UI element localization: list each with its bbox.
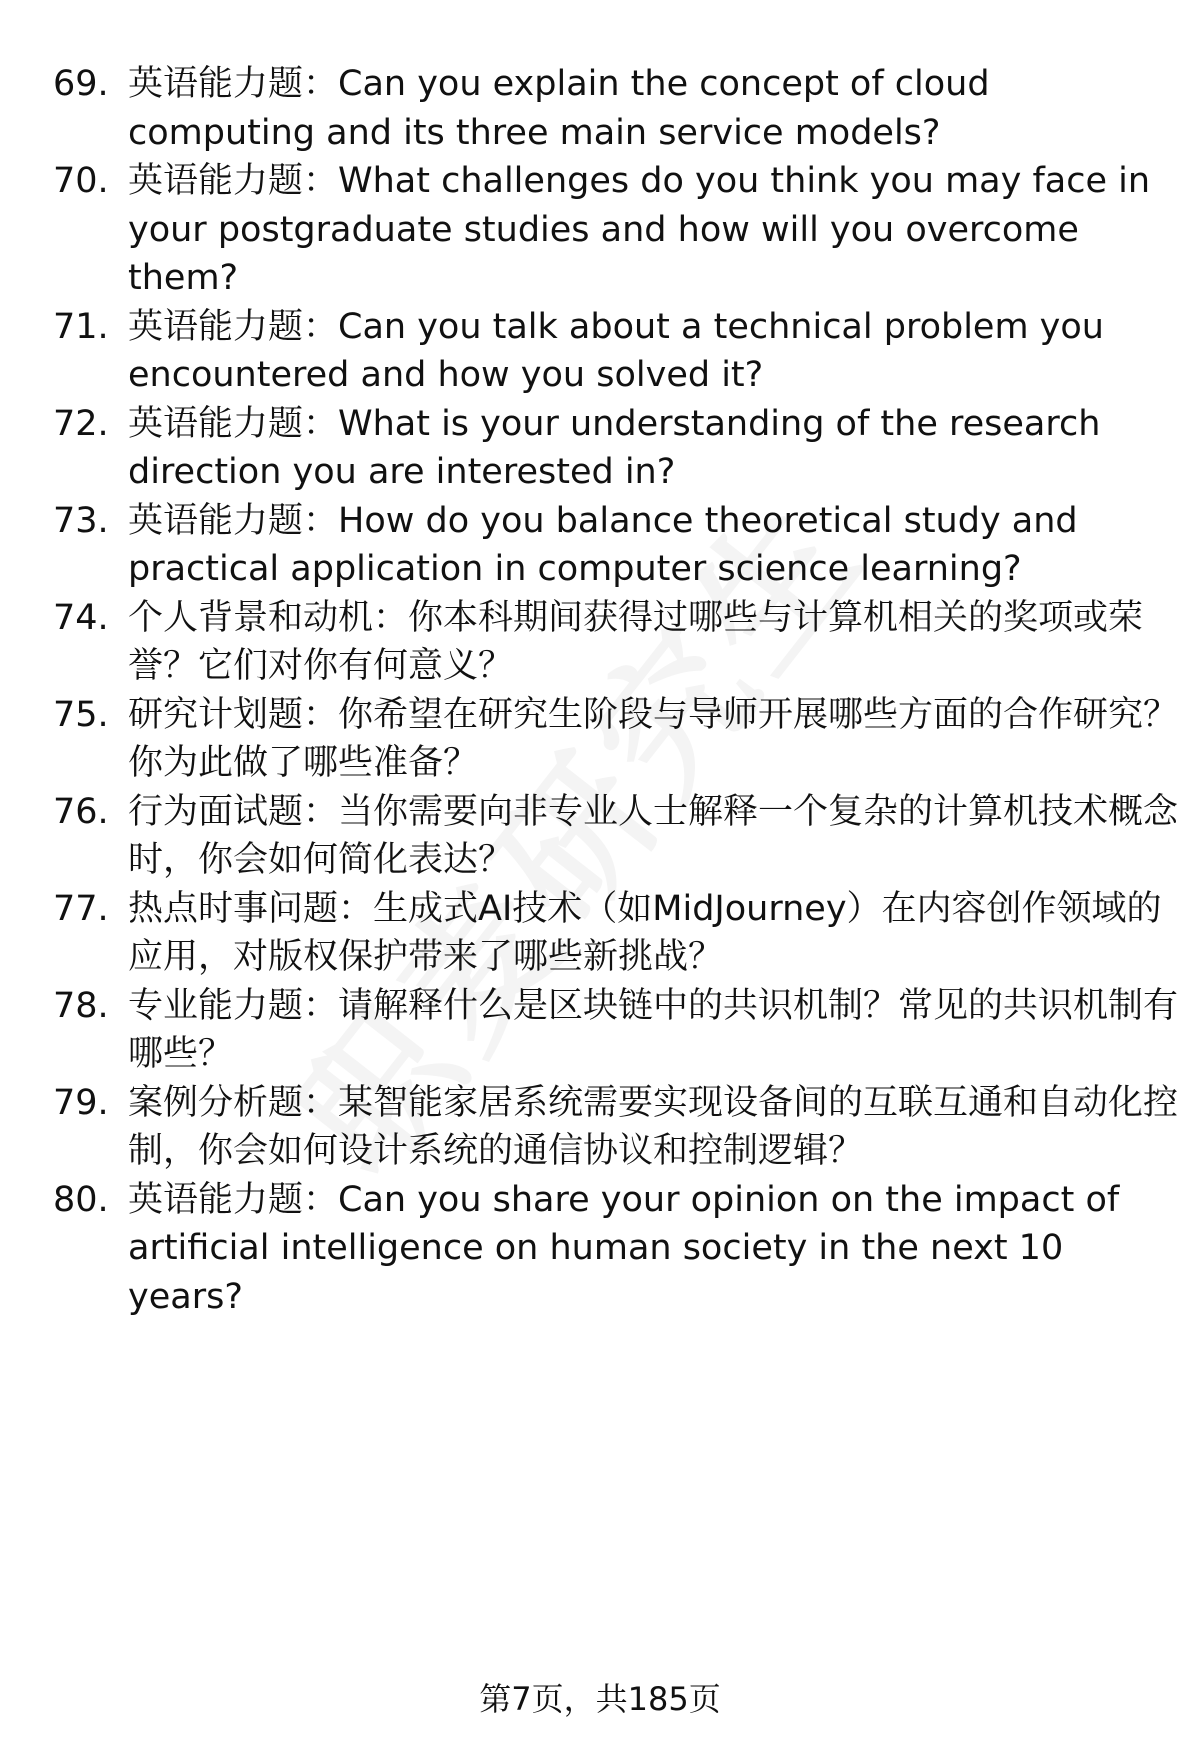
question-text: 英语能力题：Can you explain the concept of cloud computing and its three main service models? [128, 64, 990, 153]
question-number: 79. [53, 1082, 109, 1123]
question-text: 行为面试题：当你需要向非专业人士解释一个复杂的计算机技术概念时，你会如何简化表达？ [128, 791, 1179, 880]
question-text: 英语能力题：What challenges do you think you may face in your postgraduate studies and how will you overcome them? [128, 161, 1151, 298]
question-number: 75. [53, 694, 109, 735]
question-number: 72. [53, 403, 109, 444]
question-text: 热点时事问题：生成式AI技术（如MidJourney）在内容创作领域的应用，对版权保护带来了哪些新挑战？ [128, 888, 1162, 977]
question-item-71 [0, 303, 1200, 400]
question-text: 案例分析题：某智能家居系统需要实现设备间的互联互通和自动化控制，你会如何设计系统的通信协议和控制逻辑？ [128, 1082, 1179, 1171]
question-number: 74. [53, 597, 109, 638]
question-item-73 [0, 497, 1200, 594]
question-number: 71. [53, 306, 109, 347]
question-item-74 [0, 594, 1200, 691]
question-number: 73. [53, 500, 109, 541]
question-number: 70. [53, 161, 109, 201]
question-number: 80. [53, 1179, 109, 1220]
question-item-77 [0, 885, 1200, 982]
question-number: 76. [53, 791, 109, 832]
question-number: 69. [53, 64, 109, 104]
question-number: 78. [53, 985, 109, 1026]
question-text: 专业能力题：请解释什么是区块链中的共识机制？常见的共识机制有哪些？ [128, 985, 1179, 1074]
question-item-69 [0, 60, 1200, 157]
question-item-72 [0, 400, 1200, 497]
question-list [0, 60, 1200, 1321]
question-item-78 [0, 982, 1200, 1079]
question-item-76 [0, 788, 1200, 885]
question-number: 77. [53, 888, 109, 929]
question-text: 英语能力题：How do you balance theoretical study and practical application in computer science learning? [128, 500, 1078, 589]
question-text: 英语能力题：What is your understanding of the research direction you are interested in? [128, 403, 1101, 492]
question-item-75 [0, 691, 1200, 788]
page-number-footer: 第7页，共185页 [479, 1680, 721, 1718]
question-text: 个人背景和动机：你本科期间获得过哪些与计算机相关的奖项或荣誉？它们对你有何意义？ [128, 597, 1144, 686]
question-text: 研究计划题：你希望在研究生阶段与导师开展哪些方面的合作研究？你为此做了哪些准备？ [128, 694, 1179, 783]
question-item-79 [0, 1079, 1200, 1176]
question-text: 英语能力题：Can you talk about a technical problem you encountered and how you solved it? [128, 306, 1104, 395]
question-item-70 [0, 157, 1200, 303]
question-text: 英语能力题：Can you share your opinion on the impact of artificial intelligence on human society in the next 10 years? [128, 1179, 1120, 1317]
question-item-80 [0, 1176, 1200, 1322]
